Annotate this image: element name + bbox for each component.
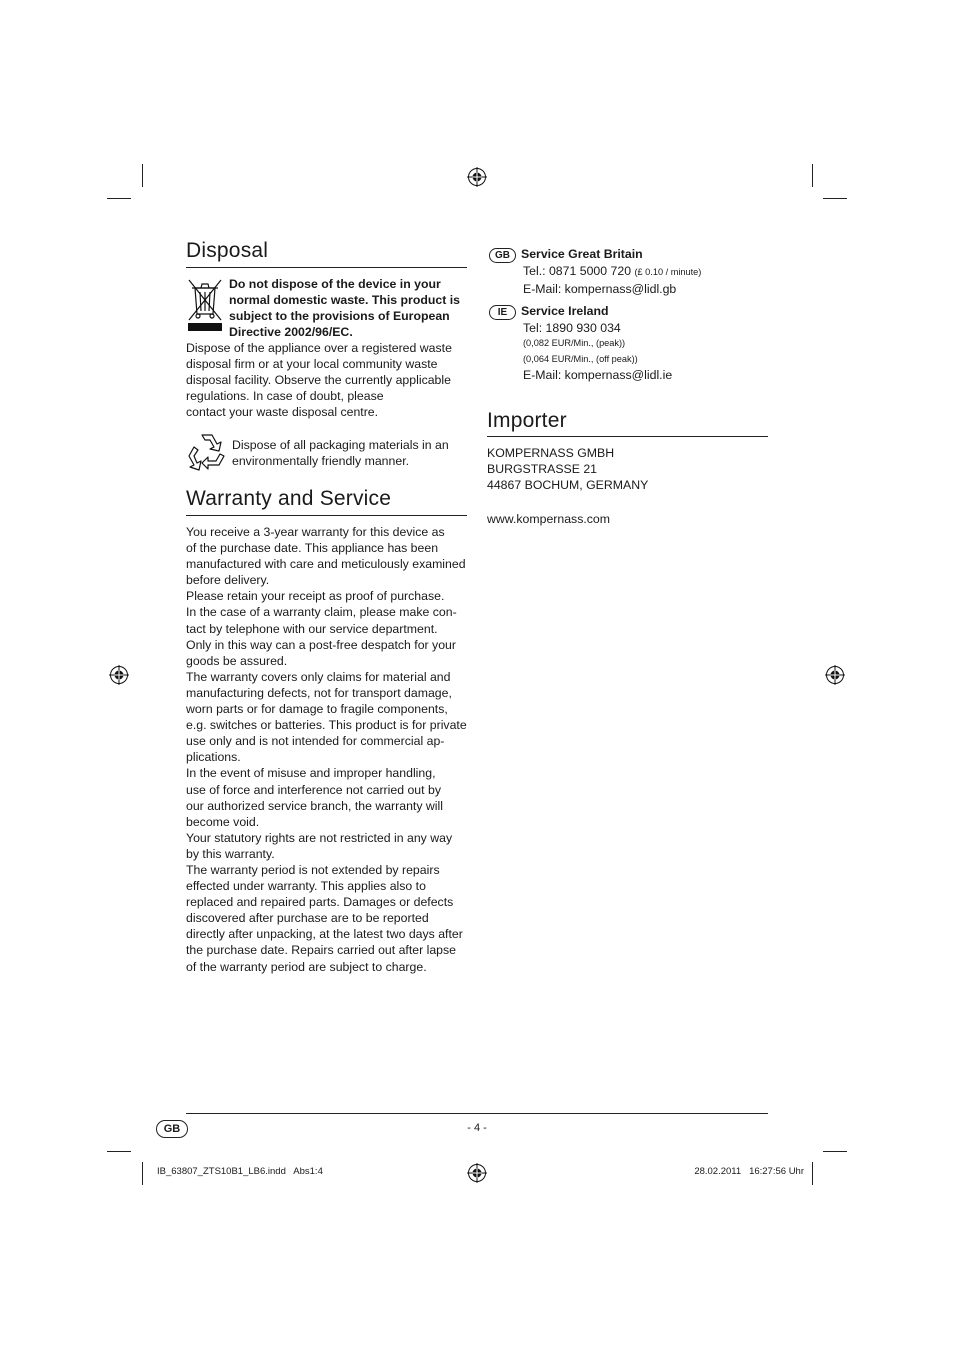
crop-mark (823, 1151, 847, 1152)
service-gb (489, 246, 769, 297)
packaging-note (232, 437, 477, 469)
text-line: You receive a 3-year warranty for this device as (186, 525, 445, 539)
recycling-icon (186, 431, 228, 473)
text-line: subject to the provisions of European (229, 309, 450, 324)
service-ie-email: E-Mail: kompernass@lidl.ie (523, 368, 673, 383)
importer-address (487, 445, 767, 493)
text-line: disposal facility. Observe the currently applicable (186, 373, 451, 388)
text-line: Please retain your receipt as proof of purchase. (186, 589, 445, 604)
footer-country-badge: GB (156, 1120, 188, 1138)
registration-mark-icon (467, 167, 487, 187)
text-line: directly after unpacking, at the latest two days after (186, 927, 463, 942)
text-line: manufacturing defects, not for transport damage, (186, 685, 452, 700)
service-ie-note-peak: (0,082 EUR/Min., (peak)) (523, 338, 626, 349)
address-line: 44867 BOCHUM, GERMANY (487, 478, 649, 493)
text-line: the purchase date. Repairs carried out after lapse (186, 943, 457, 958)
text-line: replaced and repaired parts. Damages or defects (186, 895, 454, 910)
footer-rule (186, 1113, 768, 1114)
text-line: Do not dispose of the device in your (229, 277, 441, 291)
country-badge-gb: GB (489, 248, 516, 263)
service-ie-title: Service Ireland (521, 304, 609, 318)
disposal-body (186, 340, 476, 420)
disposal-warning (229, 276, 474, 340)
service-gb-email: E-Mail: kompernass@lidl.gb (523, 281, 677, 296)
page-number: - 4 - (467, 1122, 487, 1134)
text-line: normal domestic waste. This product is (229, 293, 460, 308)
date-info: 28.02.2011 16:27:56 Uhr (694, 1166, 804, 1177)
text-line: The warranty covers only claims for material and (186, 669, 451, 684)
text-line: goods be assured. (186, 653, 288, 668)
text-line: environmentally friendly manner. (232, 454, 410, 469)
text-line: Dispose of all packaging materials in an (232, 438, 449, 452)
service-ie (489, 303, 769, 383)
warranty-rule (186, 515, 467, 516)
service-ie-tel: Tel: 1890 930 034 (523, 321, 621, 335)
text-line: disposal firm or at your local community waste (186, 357, 438, 372)
text-line: Dispose of the appliance over a registered waste (186, 341, 452, 355)
crop-mark (823, 198, 847, 199)
text-line: effected under warranty. This applies also to (186, 879, 426, 894)
text-line: The warranty period is not extended by repairs (186, 862, 440, 877)
service-gb-tel: Tel.: 0871 5000 720 (523, 264, 632, 278)
text-line: discovered after purchase are to be reported (186, 911, 429, 926)
crop-mark (107, 198, 131, 199)
registration-mark-icon (825, 665, 845, 685)
file-info: IB_63807_ZTS10B1_LB6.indd Abs1:4 (157, 1166, 323, 1177)
text-line: Your statutory rights are not restricted in any way (186, 830, 453, 845)
text-line: by this warranty. (186, 846, 275, 861)
service-gb-tel-note: (£ 0.10 / minute) (634, 267, 702, 277)
text-line: regulations. In case of doubt, please (186, 389, 384, 404)
text-line: worn parts or for damage to fragile components, (186, 702, 448, 717)
text-line: plications. (186, 750, 241, 765)
address-line: BURGSTRASSE 21 (487, 462, 598, 477)
service-gb-title: Service Great Britain (521, 247, 643, 261)
crop-mark (142, 1162, 143, 1185)
text-line: contact your waste disposal centre. (186, 405, 379, 420)
text-line: use of force and interference not carried out by (186, 782, 441, 797)
text-line: use only and is not intended for commercial ap- (186, 734, 445, 749)
text-line: become void. (186, 814, 260, 829)
text-line: our authorized service branch, the warranty will (186, 798, 443, 813)
importer-heading: Importer (487, 409, 567, 432)
importer-website: www.kompernass.com (487, 512, 611, 526)
disposal-heading: Disposal (186, 239, 269, 262)
importer-rule (487, 436, 768, 437)
crop-mark (812, 1162, 813, 1185)
crop-mark (812, 164, 813, 187)
text-line: Only in this way can a post-free despatch for your (186, 637, 456, 652)
text-line: e.g. switches or batteries. This product is for private (186, 718, 467, 733)
crossed-bin-icon (186, 276, 224, 332)
crop-mark (142, 164, 143, 187)
text-line: tact by telephone with our service department. (186, 621, 438, 636)
warranty-heading: Warranty and Service (186, 487, 392, 510)
text-line: In the event of misuse and improper handling, (186, 766, 436, 781)
registration-mark-icon (467, 1163, 487, 1183)
registration-mark-icon (109, 665, 129, 685)
text-line: before delivery. (186, 573, 270, 588)
text-line: of the purchase date. This appliance has been (186, 541, 439, 556)
text-line: Directive 2002/96/EC. (229, 325, 353, 340)
crop-mark (107, 1151, 131, 1152)
text-line: manufactured with care and meticulously examined (186, 557, 466, 572)
text-line: of the warranty period are subject to charge. (186, 959, 427, 974)
text-line: In the case of a warranty claim, please make con- (186, 605, 457, 620)
country-badge-ie: IE (489, 305, 516, 320)
address-line: KOMPERNASS GMBH (487, 446, 615, 460)
disposal-rule (186, 267, 467, 268)
warranty-body (186, 524, 476, 975)
service-ie-note-offpeak: (0,064 EUR/Min., (off peak)) (523, 353, 638, 364)
